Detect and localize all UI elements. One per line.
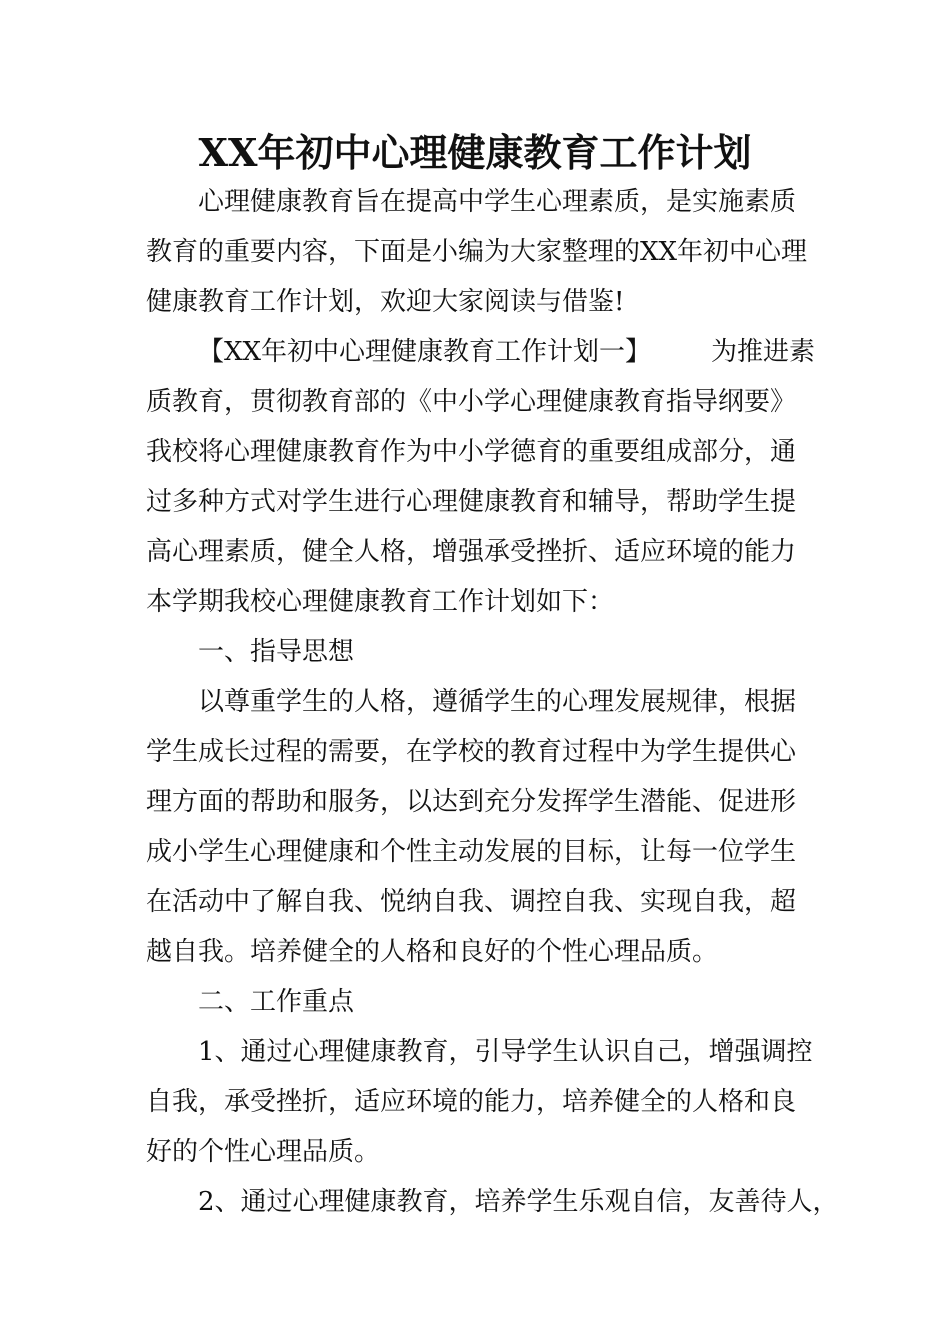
section-heading-line xyxy=(146,327,836,377)
paragraph-line: 学生成长过程的需要，在学校的教育过程中为学生提供心 xyxy=(146,737,797,767)
paragraph-line: 本学期我校心理健康教育工作计划如下： xyxy=(146,587,615,617)
paragraph-line: 好的个性心理品质。 xyxy=(146,1137,381,1167)
paragraph-line: 心理健康教育旨在提高中学生心理素质，是实施素质 xyxy=(198,187,797,217)
paragraph-line: 教育的重要内容，下面是小编为大家整理的XX年初中心理 xyxy=(146,237,808,267)
section-heading: 一、指导思想 xyxy=(198,637,355,667)
paragraph-line: 我校将心理健康教育作为中小学德育的重要组成部分，通 xyxy=(146,437,797,467)
paragraph-line: 健康教育工作计划，欢迎大家阅读与借鉴! xyxy=(146,287,625,317)
paragraph-line: 过多种方式对学生进行心理健康教育和辅导，帮助学生提 xyxy=(146,487,797,517)
plan-heading: 【XX年初中心理健康教育工作计划一】 xyxy=(198,337,652,367)
document-body xyxy=(146,177,839,1227)
paragraph-line: 以尊重学生的人格，遵循学生的心理发展规律，根据 xyxy=(198,687,797,717)
section-heading: 二、工作重点 xyxy=(198,987,355,1017)
paragraph-line: 理方面的帮助和服务，以达到充分发挥学生潜能、促进形 xyxy=(146,787,797,817)
paragraph-line: 越自我。培养健全的人格和良好的个性心理品质。 xyxy=(146,937,719,967)
paragraph-line: 自我，承受挫折，适应环境的能力，培养健全的人格和良 xyxy=(146,1087,797,1117)
paragraph-line: 2、通过心理健康教育，培养学生乐观自信，友善待人， xyxy=(198,1187,839,1217)
paragraph-fragment: 为推进素 xyxy=(711,337,816,367)
paragraph-line: 1、通过心理健康教育，引导学生认识自己，增强调控 xyxy=(198,1037,813,1067)
paragraph-line: 在活动中了解自我、悦纳自我、调控自我、实现自我，超 xyxy=(146,887,797,917)
paragraph-line: 高心理素质，健全人格，增强承受挫折、适应环境的能力 xyxy=(146,537,797,567)
document-title: XX年初中心理健康教育工作计划 xyxy=(198,130,752,175)
paragraph-line: 成小学生心理健康和个性主动发展的目标，让每一位学生 xyxy=(146,837,797,867)
paragraph-line: 质教育，贯彻教育部的《中小学心理健康教育指导纲要》 xyxy=(146,387,797,417)
